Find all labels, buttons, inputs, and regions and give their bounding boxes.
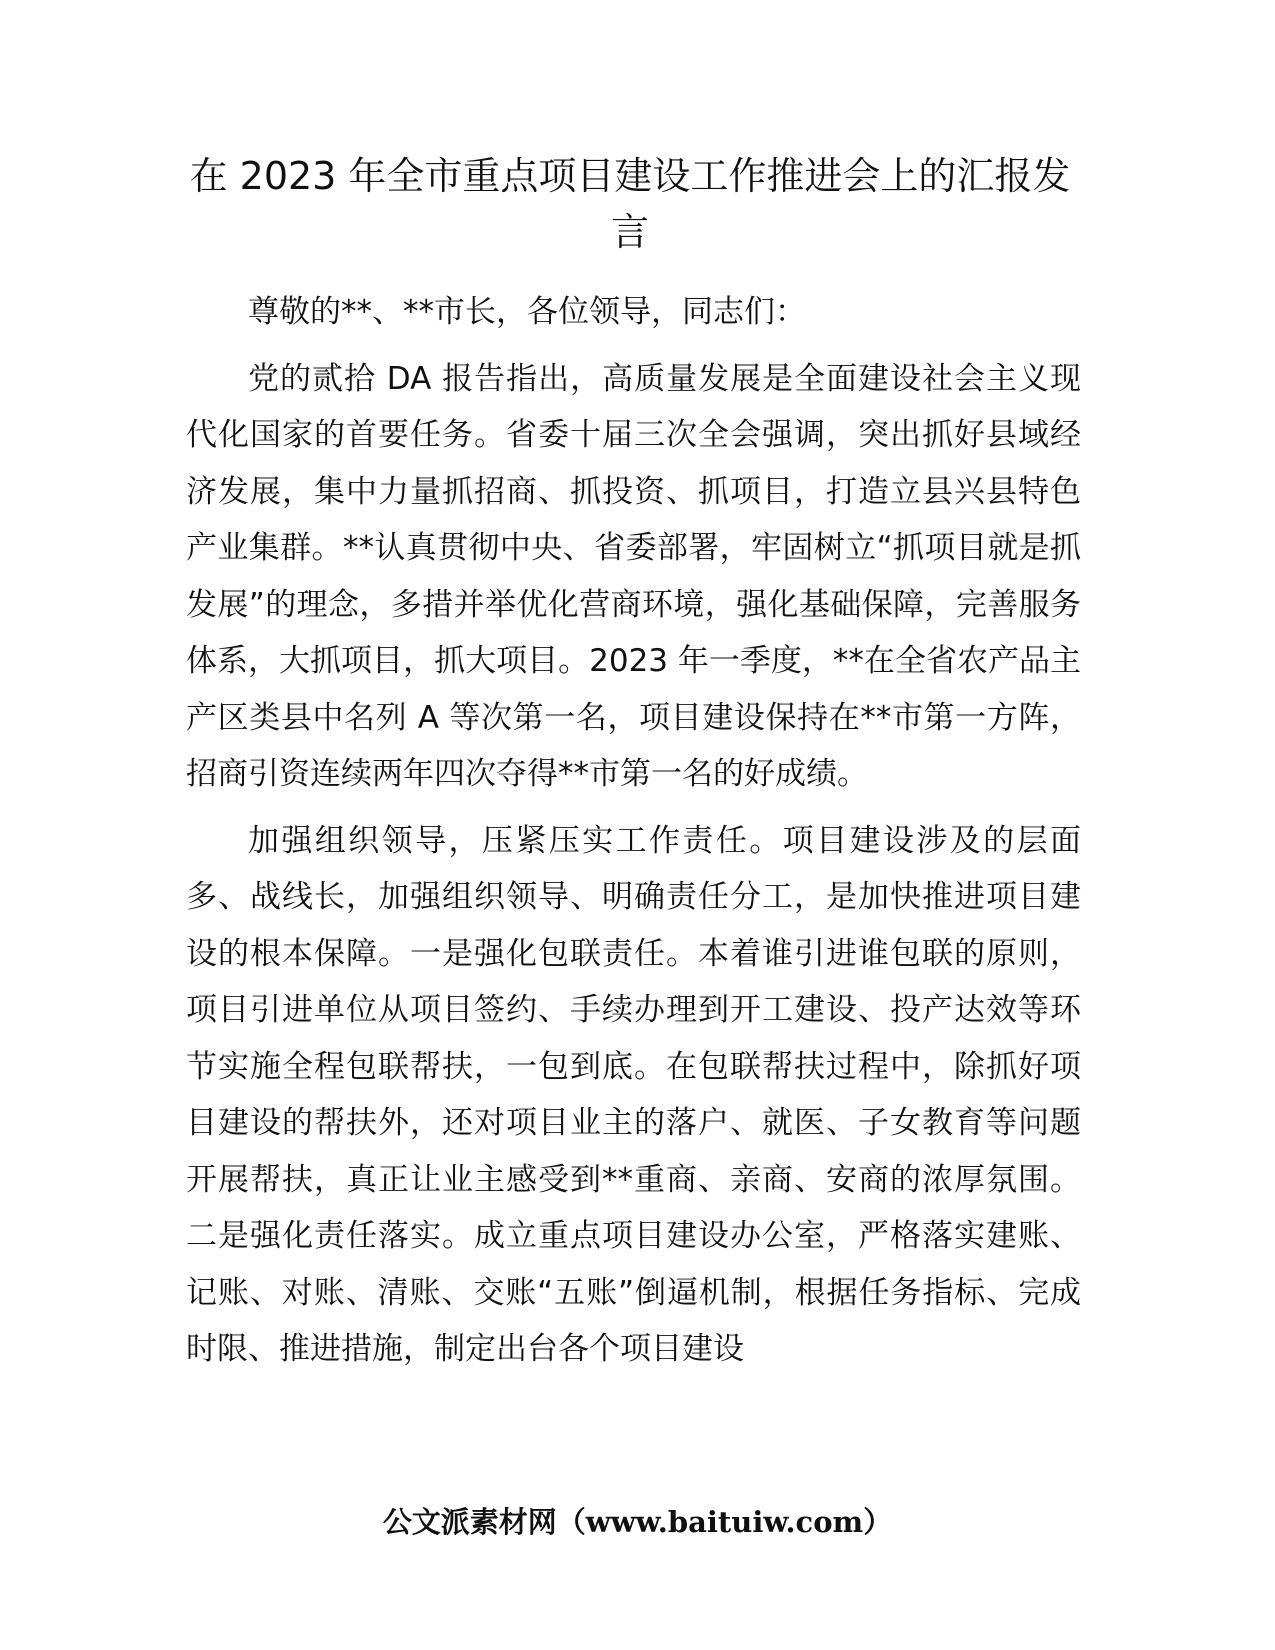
paragraph-2: 加强组织领导，压紧压实工作责任。项目建设涉及的层面多、战线长，加强组织领导、明确责任分工，是加快推进项目建设的根本保障。一是强化包联责任。本着谁引进谁包联的原则，项目引进单位从项目签约、手续办理到开工建设、投产达效等环节实施全程包联帮扶，一包到底。在包联帮扶过程中，除抓好项目建设的帮扶外，还对项目业主的落户、就医、子女教育等问题开展帮扶，真正让业主感受到**重商、亲商、安商的浓厚氛围。二是强化责任落实。成立重点项目建设办公室，严格落实建账、记账、对账、清账、交账“五账”倒逼机制，根据任务指标、完成时限、推进措施，制定出台各个项目建设 — [186, 822, 1081, 1367]
footer-watermark: 公文派素材网（www.baituiw.com） — [382, 1505, 893, 1539]
document-title: 在 2023 年全市重点项目建设工作推进会上的汇报发言 — [189, 154, 1071, 254]
salutation: 尊敬的**、**市长，各位领导，同志们： — [248, 294, 806, 330]
paragraph-1: 党的贰拾 DA 报告指出，高质量发展是全面建设社会主义现代化国家的首要任务。省委十届三次全会强调，突出抓好县域经济发展，集中力量抓招商、抓投资、抓项目，打造立县兴县特色产业集群。**认真贯彻中央、省委部署，牢固树立“抓项目就是抓发展”的理念，多措并举优化营商环境，强化基础保障，完善服务体系，大抓项目，抓大项目。2023 年一季度，**在全省农产品主产区类县中名列 A 等次第一名，项目建设保持在**市第一方阵，招商引资连续两年四次夺得**市第一名的好成绩。 — [186, 360, 1081, 792]
document-body — [186, 284, 1081, 1378]
